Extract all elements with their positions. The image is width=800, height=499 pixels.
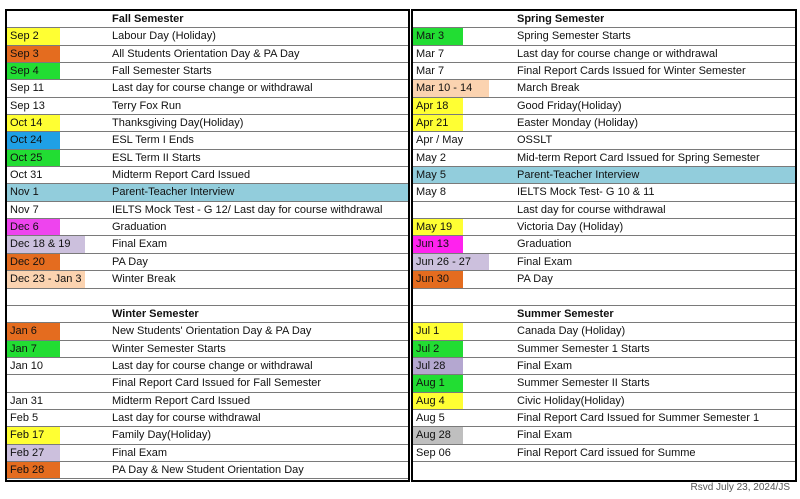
winter-semester-event: PA Day & New Student Orientation Day bbox=[112, 463, 304, 476]
summer-semester-row bbox=[413, 358, 795, 375]
summer-semester-row bbox=[413, 375, 795, 392]
spring-semester-date: Apr / May bbox=[416, 134, 464, 147]
fall-semester-date: Sep 11 bbox=[10, 82, 45, 95]
spring-semester-date: Mar 7 bbox=[416, 65, 445, 78]
spring-semester-row bbox=[413, 80, 795, 97]
spacer-row bbox=[7, 289, 408, 306]
spring-semester-date: Apr 18 bbox=[413, 98, 463, 114]
summer-semester-event: Canada Day (Holiday) bbox=[517, 325, 626, 338]
spring-semester-event: Final Exam bbox=[517, 255, 573, 268]
spring-semester-date: Mar 7 bbox=[416, 47, 445, 60]
summer-semester-event: Civic Holiday(Holiday) bbox=[517, 394, 625, 407]
spring-semester-date: May 5 bbox=[413, 167, 795, 183]
summer-semester-event: Final Exam bbox=[517, 429, 573, 442]
summer-semester-event: Summer Semester 1 Starts bbox=[517, 342, 650, 355]
fall-semester-row bbox=[7, 46, 408, 63]
fall-semester-date: Sep 13 bbox=[10, 99, 45, 112]
winter-semester-date: Jan 6 bbox=[7, 323, 60, 339]
spring-semester-event: OSSLT bbox=[517, 134, 553, 147]
winter-semester-date: Jan 7 bbox=[7, 341, 60, 357]
winter-semester-event: Winter Semester Starts bbox=[112, 342, 226, 355]
summer-semester-row bbox=[413, 323, 795, 340]
spring-semester-event: Final Report Cards Issued for Winter Semester bbox=[517, 65, 746, 78]
spring-semester-event: Graduation bbox=[517, 238, 572, 251]
spring-semester-date: Mar 3 bbox=[413, 28, 463, 44]
summer-semester-date: Aug 5 bbox=[416, 411, 445, 424]
winter-semester-date: Jan 31 bbox=[10, 394, 44, 407]
winter-semester-row bbox=[7, 323, 408, 340]
fall-semester-event: Graduation bbox=[112, 221, 167, 234]
spring-semester-date bbox=[413, 202, 463, 218]
fall-semester-event: ESL Term II Starts bbox=[112, 151, 201, 164]
spring-semester-row bbox=[413, 46, 795, 63]
fall-semester-event: Fall Semester Starts bbox=[112, 65, 212, 78]
summer-semester-title: Summer Semester bbox=[517, 307, 614, 320]
spring-semester-row bbox=[413, 202, 795, 219]
spring-semester-event: Victoria Day (Holiday) bbox=[517, 221, 624, 234]
summer-semester-date: Aug 4 bbox=[413, 393, 463, 409]
fall-semester-date: Dec 6 bbox=[7, 219, 60, 235]
summer-semester-title-row bbox=[413, 306, 795, 323]
spring-semester-event: March Break bbox=[517, 82, 580, 95]
summer-semester-row bbox=[413, 341, 795, 358]
winter-semester-title: Winter Semester bbox=[112, 307, 199, 320]
fall-semester-row bbox=[7, 271, 408, 288]
summer-semester-row bbox=[413, 410, 795, 427]
winter-semester-date: Jan 10 bbox=[10, 359, 44, 372]
spring-semester-row bbox=[413, 150, 795, 167]
fall-semester-row bbox=[7, 184, 408, 201]
spring-semester-row bbox=[413, 115, 795, 132]
spring-semester-row bbox=[413, 254, 795, 271]
spring-semester-row bbox=[413, 236, 795, 253]
spring-semester-row bbox=[413, 98, 795, 115]
revision-note: Rsvd July 23, 2024/JS bbox=[690, 482, 790, 493]
fall-semester-date: Dec 23 - Jan 3 bbox=[7, 271, 85, 287]
right-grid bbox=[413, 11, 795, 462]
fall-semester-event: Terry Fox Run bbox=[112, 99, 182, 112]
spring-semester-date: May 19 bbox=[413, 219, 463, 235]
spring-semester-date: Jun 26 - 27 bbox=[413, 254, 489, 270]
spring-semester-event: Last day for course change or withdrawal bbox=[517, 47, 718, 60]
fall-semester-title-row bbox=[7, 11, 408, 28]
fall-semester-event: Winter Break bbox=[112, 273, 176, 286]
left-grid bbox=[7, 11, 408, 479]
fall-semester-row bbox=[7, 202, 408, 219]
fall-semester-event: Parent-Teacher Interview bbox=[112, 186, 235, 199]
winter-semester-date: Feb 17 bbox=[7, 427, 60, 443]
spring-semester-event: Good Friday(Holiday) bbox=[517, 99, 622, 112]
winter-semester-row bbox=[7, 375, 408, 392]
winter-semester-row bbox=[7, 427, 408, 444]
winter-semester-row bbox=[7, 358, 408, 375]
winter-semester-title-row bbox=[7, 306, 408, 323]
spring-semester-date: May 8 bbox=[416, 186, 446, 199]
fall-semester-event: IELTS Mock Test - G 12/ Last day for course withdrawal bbox=[112, 203, 383, 216]
spring-semester-event: PA Day bbox=[517, 273, 553, 286]
right-calendar-panel bbox=[411, 9, 797, 482]
spring-semester-event: Easter Monday (Holiday) bbox=[517, 117, 639, 130]
summer-semester-row bbox=[413, 445, 795, 462]
fall-semester-event: Last day for course change or withdrawal bbox=[112, 82, 313, 95]
winter-semester-date bbox=[7, 375, 60, 391]
fall-semester-event: PA Day bbox=[112, 255, 148, 268]
spring-semester-event: Parent-Teacher Interview bbox=[517, 169, 640, 182]
spring-semester-row bbox=[413, 63, 795, 80]
fall-semester-date: Sep 3 bbox=[7, 46, 60, 62]
winter-semester-date: Feb 5 bbox=[10, 411, 39, 424]
spring-semester-date: Jun 13 bbox=[413, 236, 463, 252]
spring-semester-date: Apr 21 bbox=[413, 115, 463, 131]
fall-semester-title: Fall Semester bbox=[112, 13, 184, 25]
fall-semester-date: Sep 2 bbox=[7, 28, 60, 44]
winter-semester-row bbox=[7, 445, 408, 462]
winter-semester-row bbox=[7, 410, 408, 427]
winter-semester-row bbox=[7, 341, 408, 358]
spring-semester-row bbox=[413, 219, 795, 236]
spring-semester-date: Mar 10 - 14 bbox=[413, 80, 489, 96]
fall-semester-date: Dec 18 & 19 bbox=[7, 236, 85, 252]
spring-semester-event: IELTS Mock Test- G 10 & 11 bbox=[517, 186, 655, 199]
fall-semester-row bbox=[7, 28, 408, 45]
winter-semester-date: Feb 28 bbox=[7, 462, 60, 478]
summer-semester-date: Jul 28 bbox=[413, 358, 463, 374]
left-calendar-panel bbox=[5, 9, 410, 482]
spring-semester-row bbox=[413, 28, 795, 45]
fall-semester-row bbox=[7, 63, 408, 80]
summer-semester-event: Final Report Card Issued for Summer Semester 1 bbox=[517, 411, 760, 424]
spring-semester-event: Last day for course withdrawal bbox=[517, 203, 666, 216]
spring-semester-row bbox=[413, 184, 795, 201]
summer-semester-date: Jul 1 bbox=[413, 323, 463, 339]
fall-semester-event: All Students Orientation Day & PA Day bbox=[112, 47, 300, 60]
fall-semester-row bbox=[7, 219, 408, 236]
fall-semester-row bbox=[7, 167, 408, 184]
fall-semester-date: Oct 14 bbox=[7, 115, 60, 131]
spacer-row bbox=[413, 289, 795, 306]
spring-semester-event: Mid-term Report Card Issued for Spring Semester bbox=[517, 151, 760, 164]
fall-semester-row bbox=[7, 150, 408, 167]
summer-semester-date: Aug 28 bbox=[413, 427, 463, 443]
summer-semester-row bbox=[413, 427, 795, 444]
fall-semester-date: Oct 31 bbox=[10, 169, 43, 182]
spring-semester-title-row bbox=[413, 11, 795, 28]
spring-semester-title: Spring Semester bbox=[517, 13, 605, 25]
summer-semester-event: Final Report Card issued for Summe bbox=[517, 446, 696, 459]
summer-semester-date: Jul 2 bbox=[413, 341, 463, 357]
summer-semester-date: Sep 06 bbox=[416, 446, 451, 459]
winter-semester-event: Final Exam bbox=[112, 446, 168, 459]
spring-semester-row bbox=[413, 167, 795, 184]
fall-semester-date: Sep 4 bbox=[7, 63, 60, 79]
fall-semester-event: Labour Day (Holiday) bbox=[112, 30, 216, 43]
fall-semester-date: Oct 24 bbox=[7, 132, 60, 148]
summer-semester-row bbox=[413, 393, 795, 410]
fall-semester-date: Dec 20 bbox=[7, 254, 60, 270]
winter-semester-date: Feb 27 bbox=[7, 445, 60, 461]
spring-semester-event: Spring Semester Starts bbox=[517, 30, 631, 43]
summer-semester-date: Aug 1 bbox=[413, 375, 463, 391]
spring-semester-row bbox=[413, 132, 795, 149]
fall-semester-event: Final Exam bbox=[112, 238, 168, 251]
fall-semester-row bbox=[7, 98, 408, 115]
fall-semester-event: Midterm Report Card Issued bbox=[112, 169, 251, 182]
spring-semester-row bbox=[413, 271, 795, 288]
fall-semester-event: ESL Term I Ends bbox=[112, 134, 194, 147]
winter-semester-event: Family Day(Holiday) bbox=[112, 429, 212, 442]
fall-semester-date: Nov 1 bbox=[7, 184, 408, 200]
fall-semester-row bbox=[7, 236, 408, 253]
fall-semester-row bbox=[7, 80, 408, 97]
spring-semester-date: May 2 bbox=[416, 151, 446, 164]
summer-semester-event: Summer Semester II Starts bbox=[517, 377, 650, 390]
fall-semester-event: Thanksgiving Day(Holiday) bbox=[112, 117, 244, 130]
winter-semester-event: Last day for course withdrawal bbox=[112, 411, 261, 424]
winter-semester-event: Last day for course change or withdrawal bbox=[112, 359, 313, 372]
winter-semester-event: Final Report Card Issued for Fall Semester bbox=[112, 377, 322, 390]
fall-semester-row bbox=[7, 132, 408, 149]
fall-semester-row bbox=[7, 115, 408, 132]
fall-semester-date: Nov 7 bbox=[10, 203, 39, 216]
summer-semester-event: Final Exam bbox=[517, 359, 573, 372]
winter-semester-row bbox=[7, 462, 408, 479]
winter-semester-event: Midterm Report Card Issued bbox=[112, 394, 251, 407]
spring-semester-date: Jun 30 bbox=[413, 271, 463, 287]
winter-semester-row bbox=[7, 393, 408, 410]
fall-semester-row bbox=[7, 254, 408, 271]
fall-semester-date: Oct 25 bbox=[7, 150, 60, 166]
winter-semester-event: New Students' Orientation Day & PA Day bbox=[112, 325, 312, 338]
